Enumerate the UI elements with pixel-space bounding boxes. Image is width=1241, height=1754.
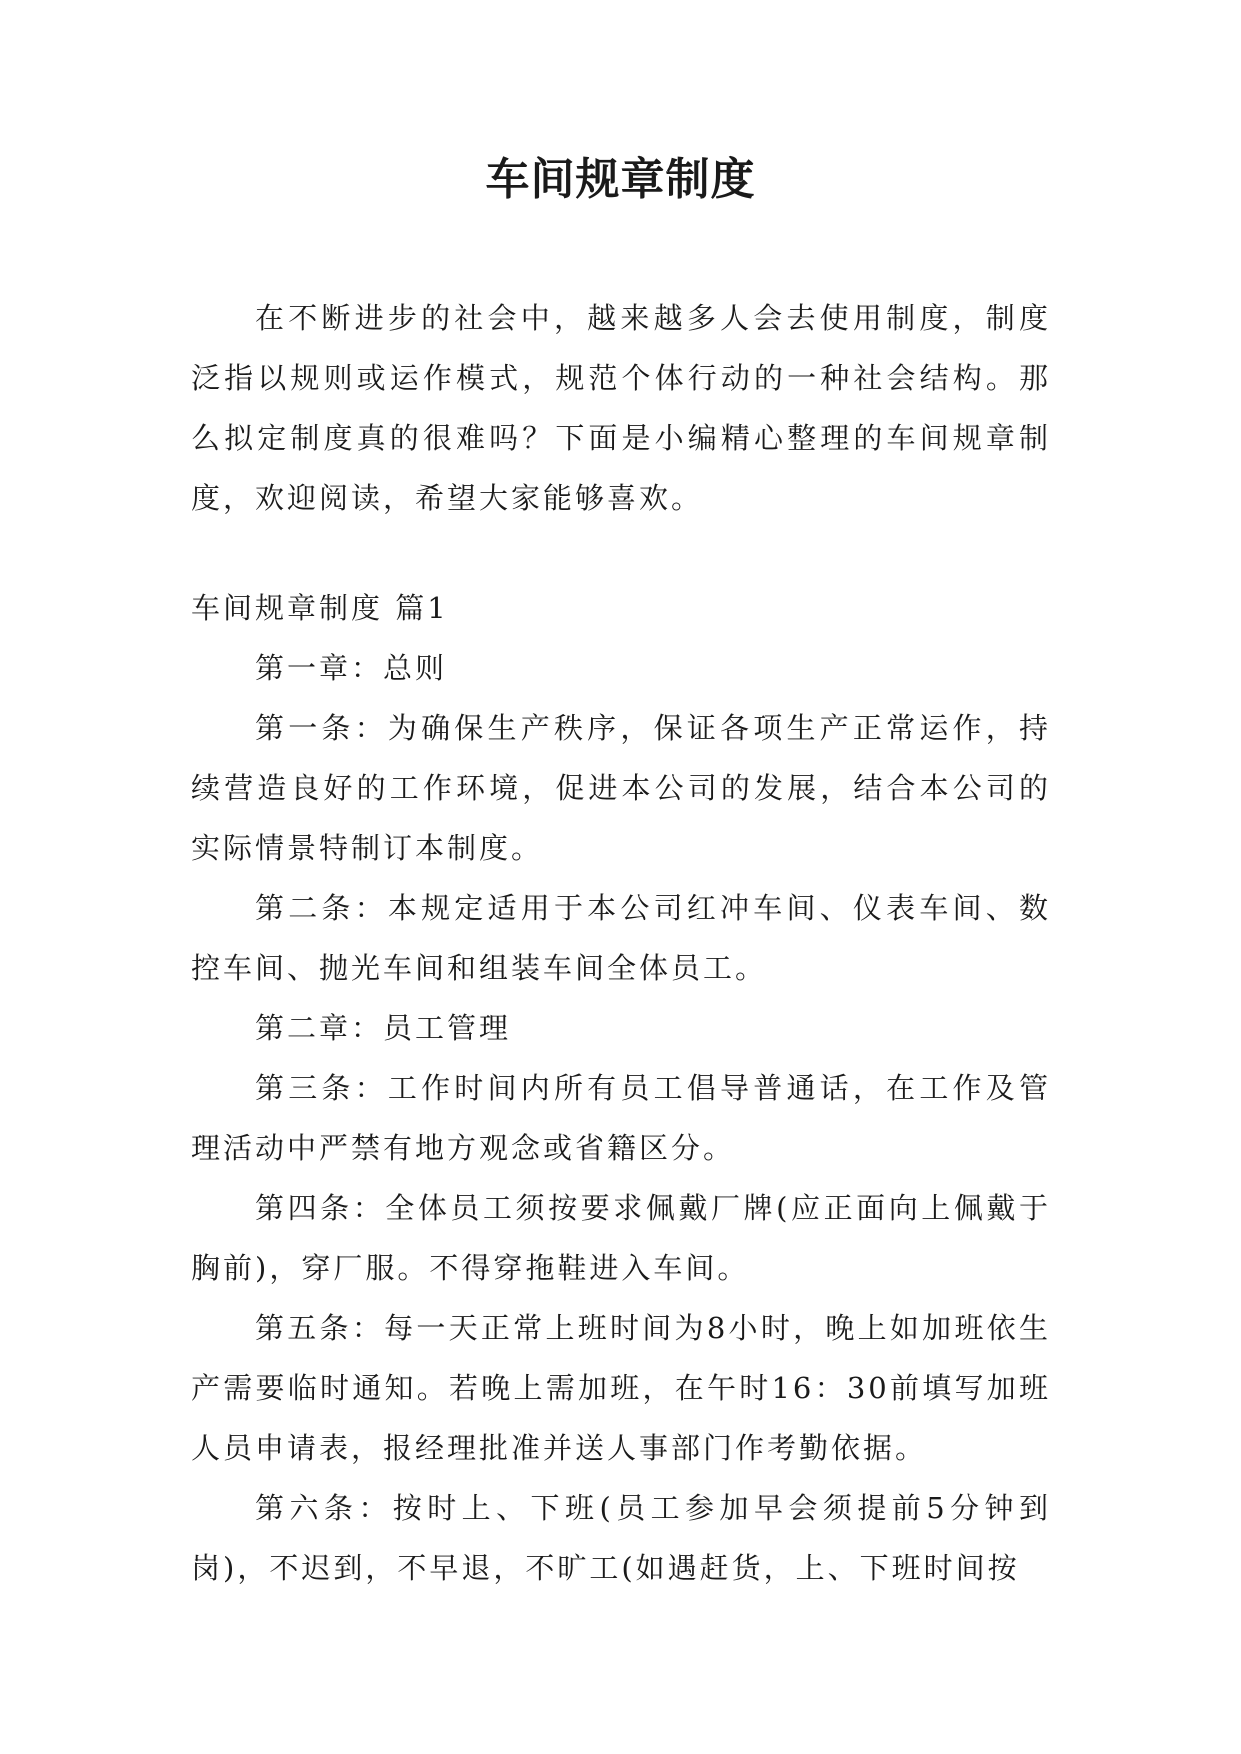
chapter-heading: 第二章：员工管理 bbox=[255, 1011, 512, 1045]
article-paragraph: 第五条：每一天正常上班时间为8小时，晚上如加班依生产需要临时通知。若晚上需加班，在午时16：30前填写加班人员申请表，报经理批准并送人事部门作考勤依据。 bbox=[191, 1311, 1051, 1465]
article-paragraph: 第一条：为确保生产秩序，保证各项生产正常运作，持续营造良好的工作环境，促进本公司的发展，结合本公司的实际情景特制订本制度。 bbox=[191, 711, 1051, 865]
chapter-heading: 第一章：总则 bbox=[255, 651, 448, 685]
intro-paragraph: 在不断进步的社会中，越来越多人会去使用制度，制度泛指以规则或运作模式，规范个体行动的一种社会结构。那么拟定制度真的很难吗？下面是小编精心整理的车间规章制度，欢迎阅读，希望大家能够喜欢。 bbox=[191, 301, 1051, 515]
article-paragraph: 第六条：按时上、下班(员工参加早会须提前5分钟到岗)，不迟到，不早退，不旷工(如遇赶货，上、下班时间按 bbox=[191, 1491, 1051, 1585]
article-paragraph: 第三条：工作时间内所有员工倡导普通话，在工作及管理活动中严禁有地方观念或省籍区分。 bbox=[191, 1071, 1051, 1165]
content-block bbox=[191, 578, 1051, 1598]
intro-block bbox=[191, 288, 1051, 528]
article-paragraph: 第二条：本规定适用于本公司红冲车间、仪表车间、数控车间、抛光车间和组装车间全体员工。 bbox=[191, 891, 1051, 985]
article-paragraph: 第四条：全体员工须按要求佩戴厂牌(应正面向上佩戴于胸前)，穿厂服。不得穿拖鞋进入车间。 bbox=[191, 1191, 1051, 1285]
section-heading: 车间规章制度 篇1 bbox=[191, 591, 449, 625]
document-title: 车间规章制度 bbox=[485, 154, 756, 205]
